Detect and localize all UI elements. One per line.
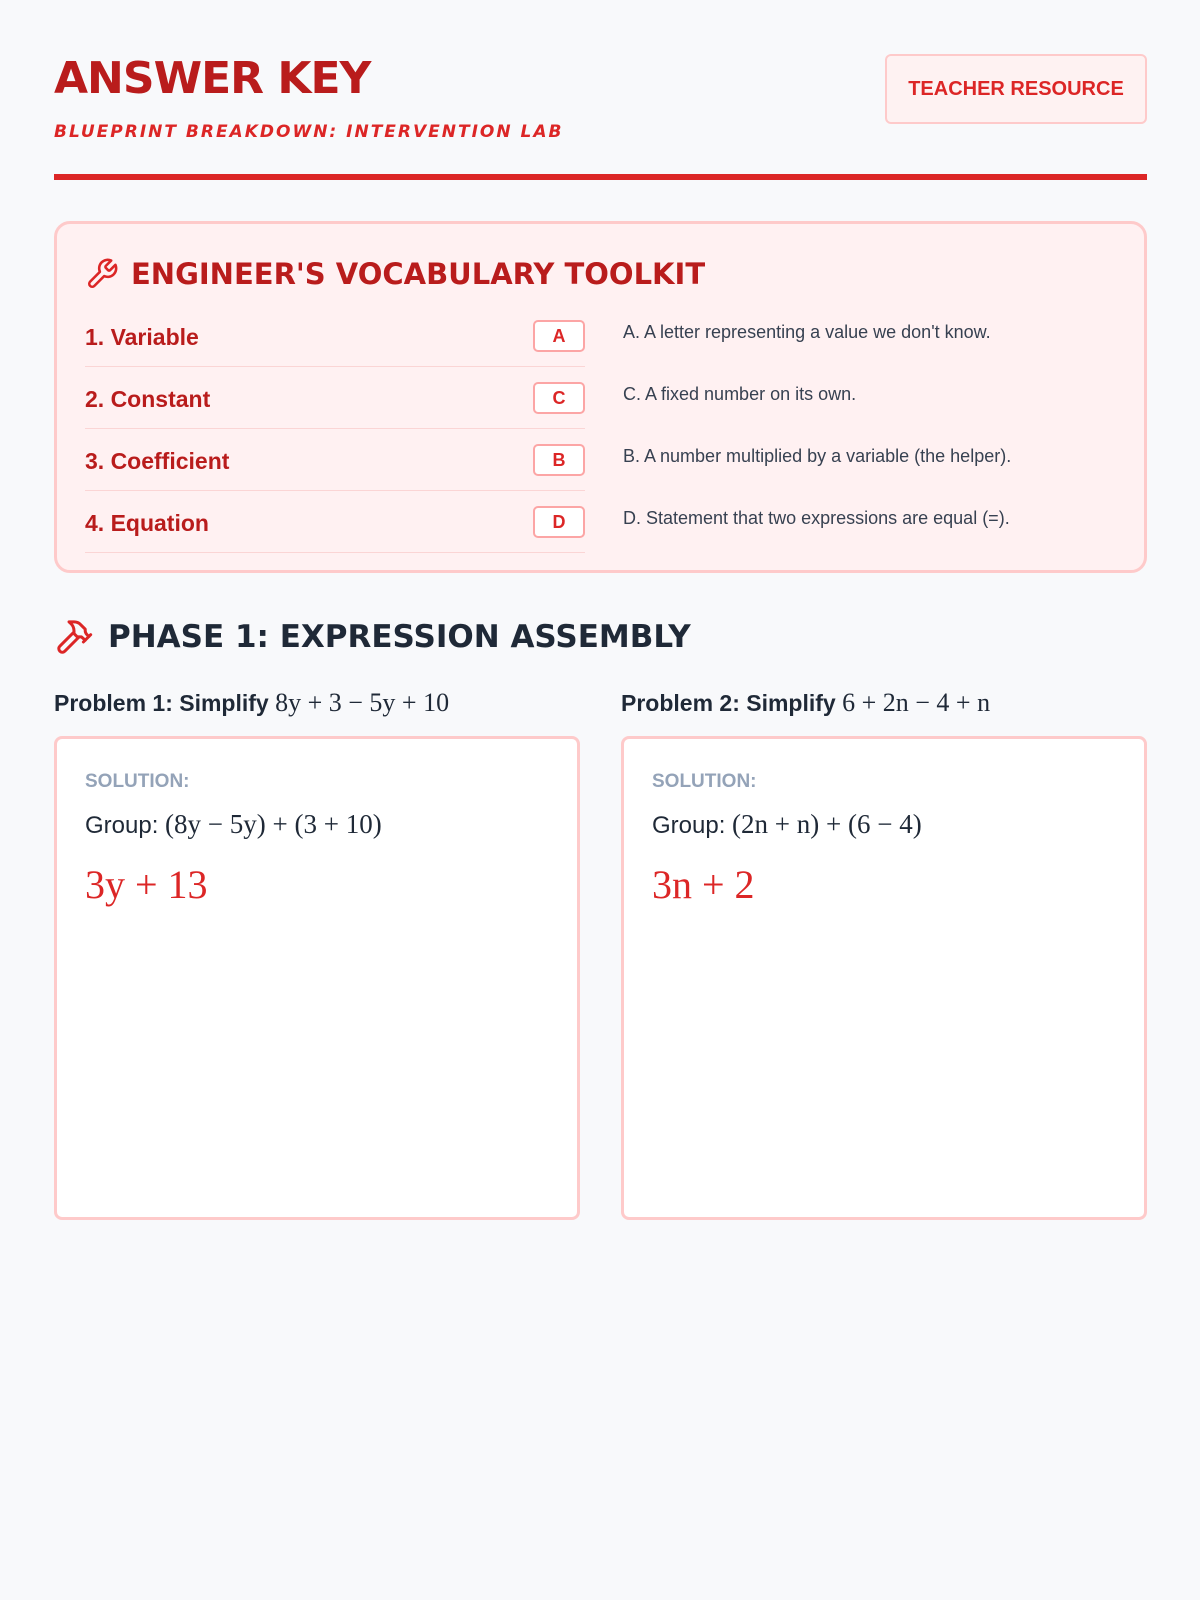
vocabulary-title: ENGINEER'S VOCABULARY TOOLKIT [131, 257, 706, 291]
final-answer: 3y + 13 [85, 862, 208, 907]
phase-title: PHASE 1: EXPRESSION ASSEMBLY [108, 619, 691, 655]
vocab-term-label: 3. Coefficient [85, 448, 230, 474]
solution-card [54, 736, 580, 1220]
header-divider [54, 174, 1147, 180]
vocab-answer-box[interactable]: D [533, 506, 585, 538]
group-step [652, 809, 922, 840]
group-expression: (2n + n) + (6 − 4) [732, 809, 922, 839]
wrench-icon [85, 257, 119, 291]
vocab-definition: D. Statement that two expressions are equal (=). [623, 508, 1010, 528]
problem-title [54, 688, 449, 718]
phase-heading [54, 617, 691, 657]
vocab-definition: A. A letter representing a value we don't know. [623, 322, 991, 342]
answer-key-page [54, 0, 1147, 907]
solution-label: SOLUTION: [652, 771, 757, 792]
page-subtitle: BLUEPRINT BREAKDOWN: INTERVENTION LAB [54, 122, 564, 142]
vocabulary-toolkit-card [54, 221, 1147, 573]
final-answer: 3n + 2 [652, 862, 755, 907]
vocab-term-row [85, 444, 585, 491]
vocab-term-row [85, 320, 585, 367]
teacher-resource-badge: TEACHER RESOURCE [885, 54, 1147, 124]
hammer-icon [54, 617, 94, 657]
vocab-answer-box[interactable]: A [533, 320, 585, 352]
vocab-term-row [85, 382, 585, 429]
vocab-definition: C. A fixed number on its own. [623, 384, 857, 404]
vocab-answer-box[interactable]: B [533, 444, 585, 476]
solution-card [621, 736, 1147, 1220]
vocab-term-label: 1. Variable [85, 324, 199, 350]
page-header [54, 0, 1147, 180]
vocab-definition: B. A number multiplied by a variable (the helper). [623, 446, 1012, 466]
problem-expression: 8y + 3 − 5y + 10 [275, 688, 450, 717]
vocabulary-heading [85, 257, 705, 291]
group-label: Group: [652, 812, 726, 839]
vocab-term-label: 4. Equation [85, 510, 209, 536]
group-label: Group: [85, 812, 159, 839]
group-expression: (8y − 5y) + (3 + 10) [165, 809, 382, 839]
vocab-answer-box[interactable]: C [533, 382, 585, 414]
problem-title [621, 688, 990, 718]
solution-label: SOLUTION: [85, 771, 190, 792]
group-step [85, 809, 382, 840]
vocab-term-label: 2. Constant [85, 386, 211, 412]
page-title: ANSWER KEY [54, 53, 371, 104]
vocab-term-row [85, 506, 585, 553]
problem-label: Problem 1: Simplify [54, 690, 269, 716]
problem-label: Problem 2: Simplify [621, 690, 836, 716]
problem-expression: 6 + 2n − 4 + n [842, 688, 991, 717]
